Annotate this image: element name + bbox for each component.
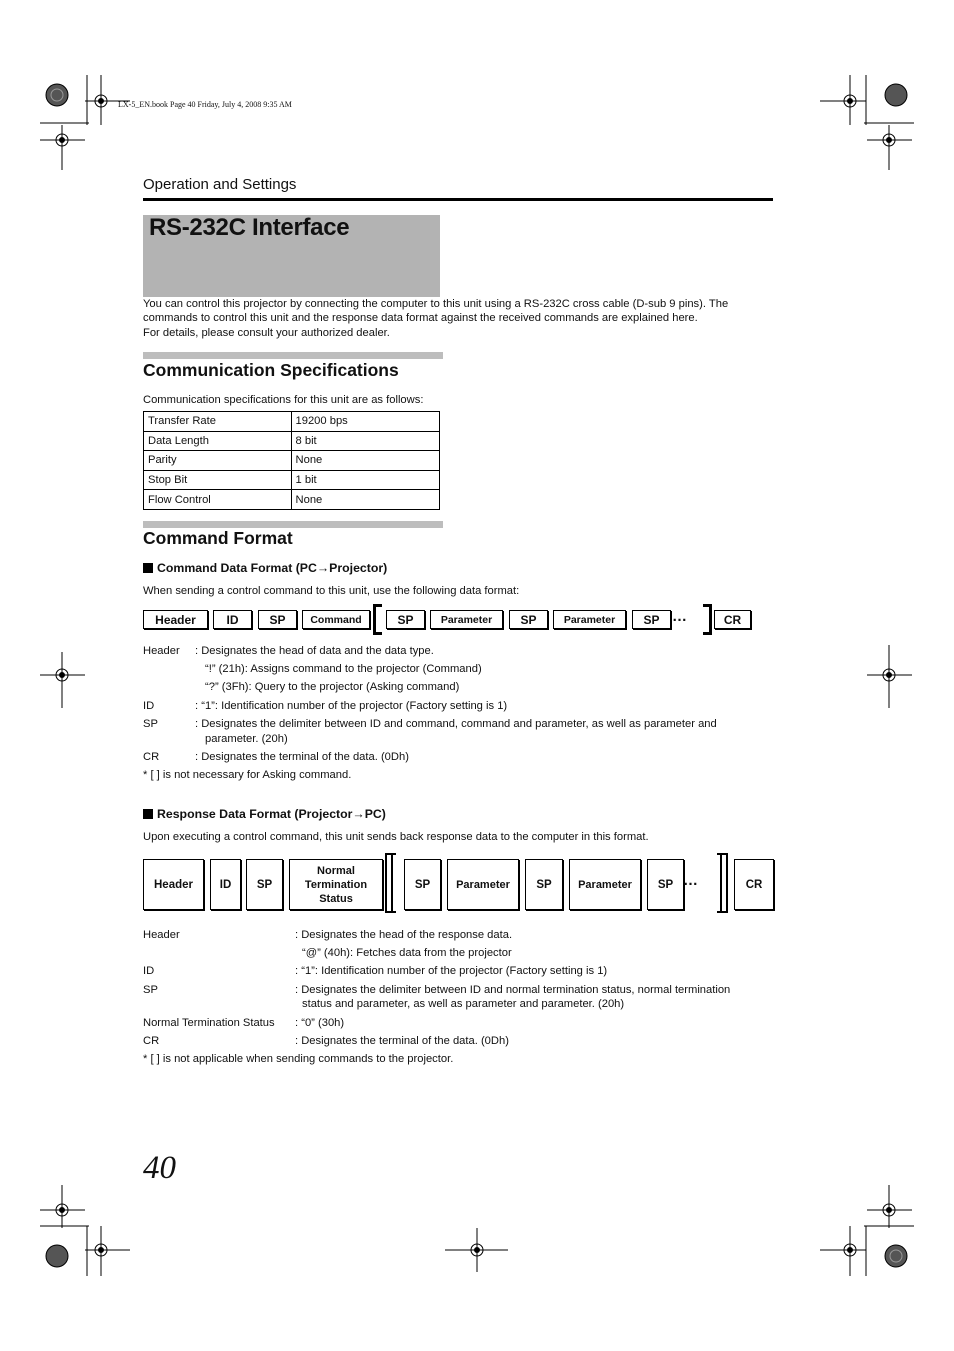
def-term: SP [143,984,158,996]
status-line: Normal [317,864,355,877]
field-box: Parameter [447,859,519,910]
comm-spec-heading: Communication Specifications [143,360,399,380]
spec-label: Transfer Rate [144,412,292,432]
def-text: “!” (21h): Assigns command to the projector (Command) [205,663,482,675]
bracket-close-icon [717,853,722,913]
command-intro: When sending a control command to this unit, use the following data format: [143,585,520,597]
def-text: : Designates the delimiter between ID and normal termination status, normal termination [295,984,731,996]
def-text: : Designates the terminal of the data. (0Dh) [295,1035,509,1047]
def-term: ID [143,700,155,712]
intro-line: commands to control this unit and the response data format against the received commands are explained here. [143,312,698,325]
response-subheading-text: Response Data Format (Projector→PC) [157,807,386,821]
status-line: Termination [304,878,368,891]
bracket-open-icon [391,853,396,913]
square-bullet-icon [143,563,153,573]
print-info: LX-5_EN.book Page 40 Friday, July 4, 2008 9:35 AM [118,100,292,109]
intro-line: For details, please consult your authorized dealer. [143,326,390,339]
field-box: Parameter [430,610,503,629]
field-box: CR [734,859,774,910]
def-term: CR [143,1035,160,1047]
spec-label: Flow Control [144,490,292,510]
page-number: 40 [143,1150,176,1186]
field-box: SP [509,610,548,629]
field-box: SP [386,610,425,629]
section-label: Operation and Settings [143,176,297,193]
def-text: parameter. (20h) [205,733,288,745]
def-term: SP [143,718,158,730]
def-text: : “1”: Identification number of the projector (Factory setting is 1) [295,965,608,977]
command-format-heading: Command Format [143,528,293,548]
spec-value: 19200 bps [291,412,439,432]
def-text: “?” (3Fh): Query to the projector (Asking command) [205,681,460,693]
intro-text [143,297,773,340]
field-box: Command [302,610,370,629]
field-box: SP [632,610,671,629]
field-box: SP [647,859,684,910]
field-box: Parameter [553,610,626,629]
field-box: CR [714,610,751,629]
note: * [ ] is not applicable when sending commands to the projector. [143,1053,454,1065]
def-text: “@” (40h): Fetches data from the projector [302,947,512,959]
status-line: Status [319,892,353,905]
def-text: : “0” (30h) [295,1017,345,1029]
intro-line: You can control this projector by connecting the computer to this unit using a RS-232C cross cable (D-sub 9 pins). The [143,298,729,310]
square-bullet-icon [143,809,153,819]
field-box: SP [246,859,283,910]
command-subheading-text: Command Data Format (PC→Projector) [157,561,388,575]
def-term: Header [143,645,180,657]
def-text: : Designates the delimiter between ID and command, command and parameter, as well as parameter and [195,718,717,730]
response-intro: Upon executing a control command, this unit sends back response data to the computer in this format. [143,831,649,843]
table-row [144,431,440,451]
bracket-close-icon [703,604,712,635]
section-bar [143,352,443,359]
spec-value: 1 bit [291,470,439,490]
def-term: ID [143,965,155,977]
field-box: SP [258,610,297,629]
spec-label: Data Length [144,431,292,451]
title-band [143,215,440,297]
comm-spec-table [143,411,440,510]
field-box: SP [525,859,563,910]
spec-label: Parity [144,451,292,471]
def-text: : Designates the head of the response data. [295,929,513,941]
def-text: : Designates the head of data and the data type. [195,645,434,657]
table-row [144,412,440,432]
def-term: Header [143,929,180,941]
field-box: Header [143,859,204,910]
spec-value: None [291,451,439,471]
field-box: ID [213,610,252,629]
field-box: ID [210,859,241,910]
def-text: : Designates the terminal of the data. (0Dh) [195,751,409,763]
command-subheading [143,561,387,575]
header-rule [143,198,773,201]
field-box [289,859,383,910]
note: * [ ] is not necessary for Asking command. [143,769,352,781]
ellipsis: … [683,872,699,889]
def-text: status and parameter, as well as parameter and parameter. (20h) [302,998,625,1010]
comm-spec-intro: Communication specifications for this unit are as follows: [143,394,424,406]
table-row [144,490,440,510]
section-bar [143,521,443,528]
ellipsis: … [672,608,688,625]
page-title: RS-232C Interface [149,214,350,241]
spec-value: 8 bit [291,431,439,451]
def-term: Normal Termination Status [143,1017,275,1029]
field-box: SP [404,859,441,910]
response-subheading [143,807,386,821]
spec-label: Stop Bit [144,470,292,490]
field-box: Parameter [569,859,641,910]
bracket-open-icon [373,604,382,635]
field-box: Header [143,610,208,629]
spec-value: None [291,490,439,510]
table-row [144,470,440,490]
table-row [144,451,440,471]
def-term: CR [143,751,160,763]
def-text: : “1”: Identification number of the projector (Factory setting is 1) [195,700,508,712]
